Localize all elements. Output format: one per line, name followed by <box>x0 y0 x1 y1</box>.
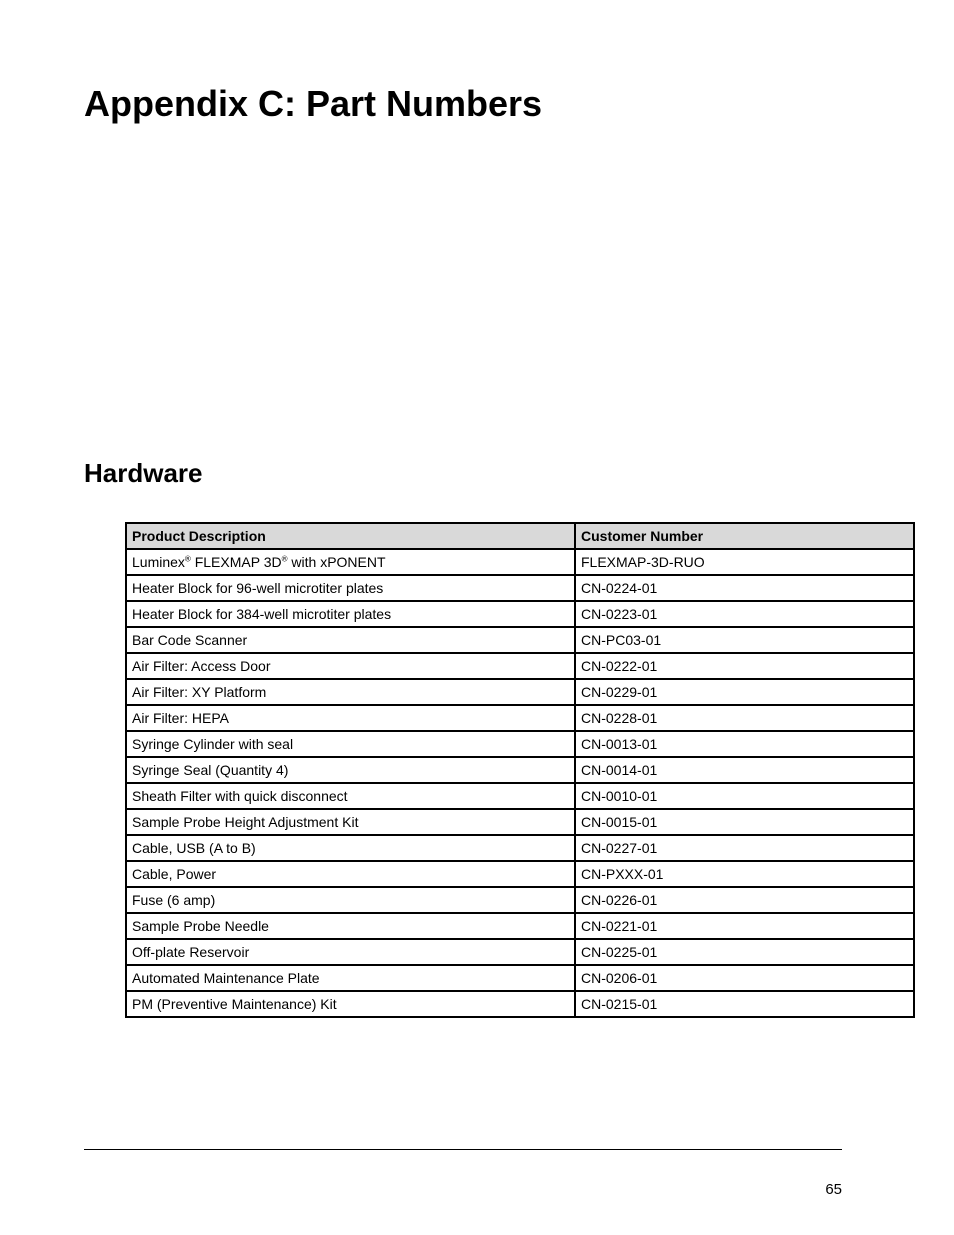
table-row <box>126 627 914 653</box>
table-row <box>126 809 914 835</box>
product-description-cell: Heater Block for 96-well microtiter plates <box>126 575 575 601</box>
customer-number-cell: CN-0225-01 <box>575 939 914 965</box>
part-numbers-table <box>125 522 915 1018</box>
brand-text: Luminex <box>132 554 185 570</box>
product-description-cell: Syringe Seal (Quantity 4) <box>126 757 575 783</box>
customer-number-cell: CN-0227-01 <box>575 835 914 861</box>
customer-number-cell: CN-0014-01 <box>575 757 914 783</box>
table-row <box>126 731 914 757</box>
table-body <box>126 549 914 1017</box>
product-description-cell: Off-plate Reservoir <box>126 939 575 965</box>
table-row <box>126 965 914 991</box>
product-description-cell: Fuse (6 amp) <box>126 887 575 913</box>
customer-number-cell: CN-0222-01 <box>575 653 914 679</box>
product-description-cell: Sample Probe Needle <box>126 913 575 939</box>
column-header-product-description: Product Description <box>126 523 575 549</box>
table-row <box>126 549 914 575</box>
table-row <box>126 705 914 731</box>
customer-number-cell: CN-0010-01 <box>575 783 914 809</box>
table-row <box>126 679 914 705</box>
customer-number-cell: FLEXMAP-3D-RUO <box>575 549 914 575</box>
customer-number-cell: CN-PC03-01 <box>575 627 914 653</box>
table-row <box>126 601 914 627</box>
footer-divider <box>84 1149 842 1150</box>
customer-number-cell: CN-PXXX-01 <box>575 861 914 887</box>
table-row <box>126 835 914 861</box>
column-header-customer-number: Customer Number <box>575 523 914 549</box>
model-text: FLEXMAP 3D <box>190 554 282 570</box>
table-row <box>126 939 914 965</box>
table-row <box>126 575 914 601</box>
table-header-row <box>126 523 914 549</box>
customer-number-cell: CN-0224-01 <box>575 575 914 601</box>
product-description-cell: Heater Block for 384-well microtiter plates <box>126 601 575 627</box>
product-description-cell: Sheath Filter with quick disconnect <box>126 783 575 809</box>
customer-number-cell: CN-0223-01 <box>575 601 914 627</box>
page-number: 65 <box>825 1181 842 1198</box>
product-description-cell: Air Filter: HEPA <box>126 705 575 731</box>
product-description-cell: Syringe Cylinder with seal <box>126 731 575 757</box>
chapter-title: Appendix C: Part Numbers <box>84 83 543 124</box>
table-row <box>126 653 914 679</box>
table-row <box>126 783 914 809</box>
customer-number-cell: CN-0226-01 <box>575 887 914 913</box>
product-description-cell <box>126 549 575 575</box>
product-description-cell: Air Filter: Access Door <box>126 653 575 679</box>
table-row <box>126 887 914 913</box>
section-title-hardware: Hardware <box>84 458 203 488</box>
customer-number-cell: CN-0206-01 <box>575 965 914 991</box>
table-row <box>126 913 914 939</box>
customer-number-cell: CN-0015-01 <box>575 809 914 835</box>
customer-number-cell: CN-0215-01 <box>575 991 914 1017</box>
product-description-cell: Air Filter: XY Platform <box>126 679 575 705</box>
customer-number-cell: CN-0013-01 <box>575 731 914 757</box>
table-row <box>126 991 914 1017</box>
table-row <box>126 861 914 887</box>
customer-number-cell: CN-0229-01 <box>575 679 914 705</box>
product-description-cell: Automated Maintenance Plate <box>126 965 575 991</box>
registered-mark: ® <box>184 554 191 564</box>
registered-mark: ® <box>281 554 288 564</box>
table-row <box>126 757 914 783</box>
product-description-cell: Cable, Power <box>126 861 575 887</box>
product-description-cell: PM (Preventive Maintenance) Kit <box>126 991 575 1017</box>
product-description-cell: Cable, USB (A to B) <box>126 835 575 861</box>
software-text: with xPONENT <box>287 554 386 570</box>
customer-number-cell: CN-0221-01 <box>575 913 914 939</box>
table-header <box>126 523 914 549</box>
product-description-cell: Bar Code Scanner <box>126 627 575 653</box>
customer-number-cell: CN-0228-01 <box>575 705 914 731</box>
product-description-cell: Sample Probe Height Adjustment Kit <box>126 809 575 835</box>
